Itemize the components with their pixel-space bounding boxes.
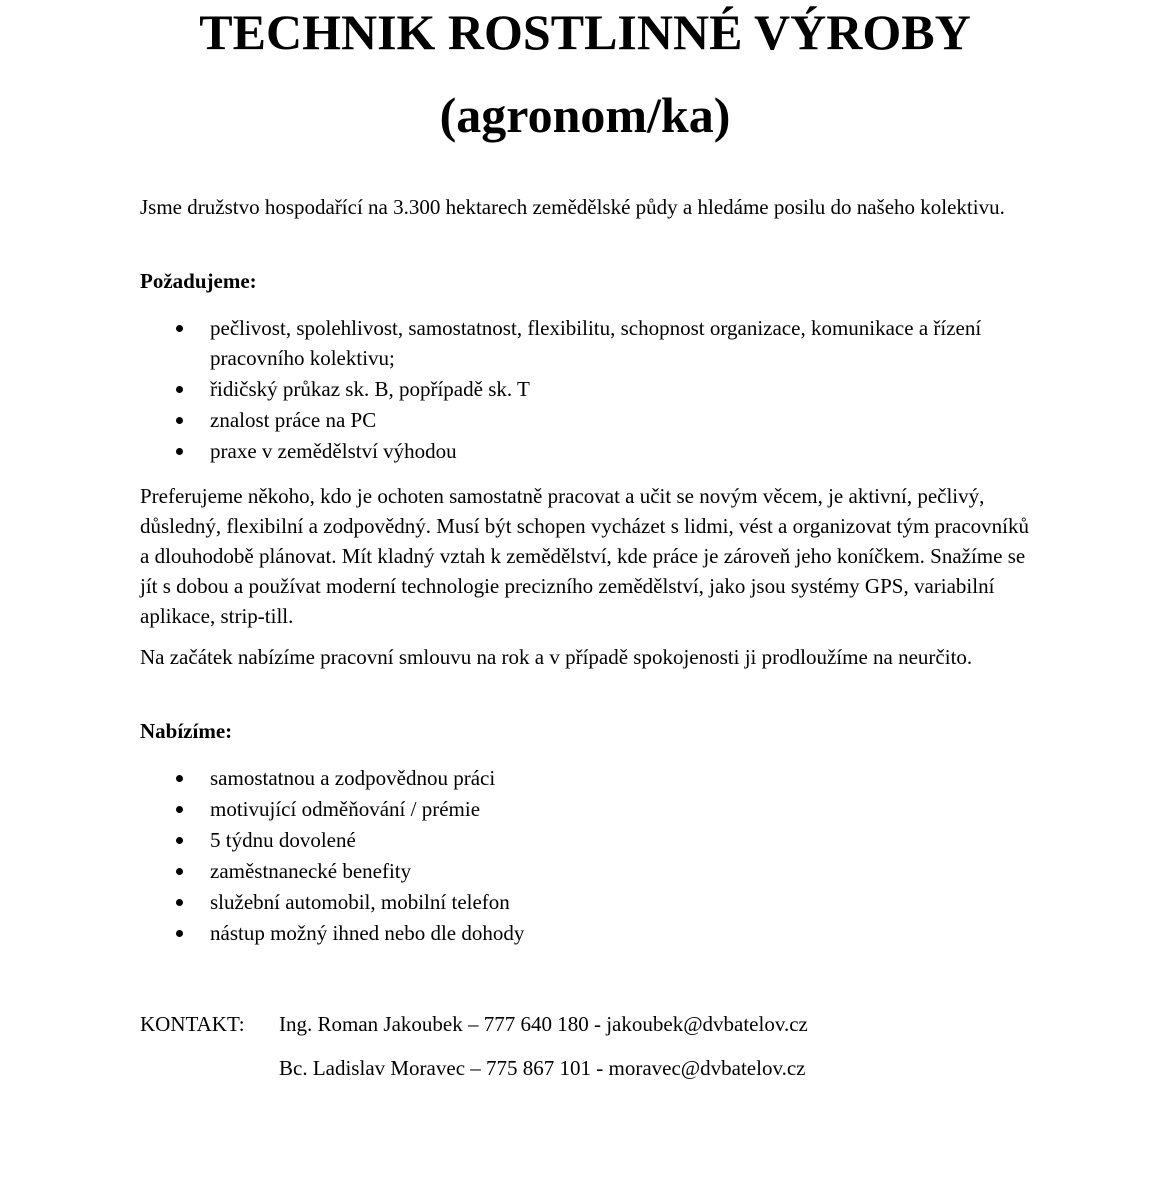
list-item-text: řidičský průkaz sk. B, popřípadě sk. T (210, 377, 530, 401)
bullet-icon (176, 899, 183, 906)
list-item (0, 763, 1040, 793)
list-item-text: služební automobil, mobilní telefon (210, 890, 510, 914)
list-item-text: znalost práce na PC (210, 408, 377, 432)
list-item (0, 825, 1040, 855)
bullet-icon (176, 775, 183, 782)
contact-line-moravec: Bc. Ladislav Moravec – 775 867 101 - moravec@dvbatelov.cz (279, 1056, 806, 1080)
requirements-list (0, 313, 1040, 467)
list-item-text: praxe v zemědělství výhodou (210, 439, 457, 463)
page-subtitle: (agronom/ka) (439, 87, 731, 143)
page-title: TECHNIK ROSTLINNÉ VÝROBY (199, 4, 971, 60)
list-item (0, 405, 1040, 435)
bullet-icon (176, 325, 183, 332)
contact-label: KONTAKT: (140, 1012, 245, 1036)
list-item-text: zaměstnanecké benefity (210, 859, 412, 883)
bullet-icon (176, 837, 183, 844)
list-item (0, 794, 1040, 824)
contact-line-jakoubek: Ing. Roman Jakoubek – 777 640 180 - jakoubek@dvbatelov.cz (279, 1012, 808, 1036)
list-item-text: pečlivost, spolehlivost, samostatnost, flexibilitu, schopnost organizace, komunikace a řízení pracovního kolektivu; (210, 316, 982, 370)
offer-list (0, 763, 1040, 949)
list-item (0, 918, 1040, 948)
bullet-icon (176, 448, 183, 455)
bullet-icon (176, 930, 183, 937)
list-item (0, 313, 1040, 373)
contract-paragraph: Na začátek nabízíme pracovní smlouvu na rok a v případě spokojenosti ji prodloužíme na neurčito. (140, 645, 973, 669)
list-item-text: samostatnou a zodpovědnou práci (210, 766, 496, 790)
list-item (0, 856, 1040, 886)
requirements-heading: Požadujeme: (140, 269, 257, 293)
list-item (0, 374, 1040, 404)
list-item (0, 436, 1040, 466)
bullet-icon (176, 386, 183, 393)
offer-heading: Nabízíme: (140, 719, 233, 743)
bullet-icon (176, 868, 183, 875)
list-item (0, 887, 1040, 917)
list-item-text: motivující odměňování / prémie (210, 797, 481, 821)
preference-paragraph: Preferujeme někoho, kdo je ochoten samostatně pracovat a učit se novým věcem, je aktivní, pečlivý, důsledný, flexibilní a zodpovědný. Musí být schopen vycházet s lidmi, vést a organizovat tým pracovníků a dlouhodobě plánovat. Mít kladný vztah k zemědělství, kde práce je zároveň jeho koníčkem. Snažíme se jít s dobou a používat moderní technologie precizního zemědělství, jako jsou systémy GPS, variabilní aplikace, strip-till. (140, 484, 1030, 628)
list-item-text: 5 týdnu dovolené (210, 828, 356, 852)
bullet-icon (176, 806, 183, 813)
bullet-icon (176, 417, 183, 424)
intro-paragraph: Jsme družstvo hospodařící na 3.300 hektarech zemědělské půdy a hledáme posilu do našeho kolektivu. (140, 195, 1005, 219)
list-item-text: nástup možný ihned nebo dle dohody (210, 921, 525, 945)
